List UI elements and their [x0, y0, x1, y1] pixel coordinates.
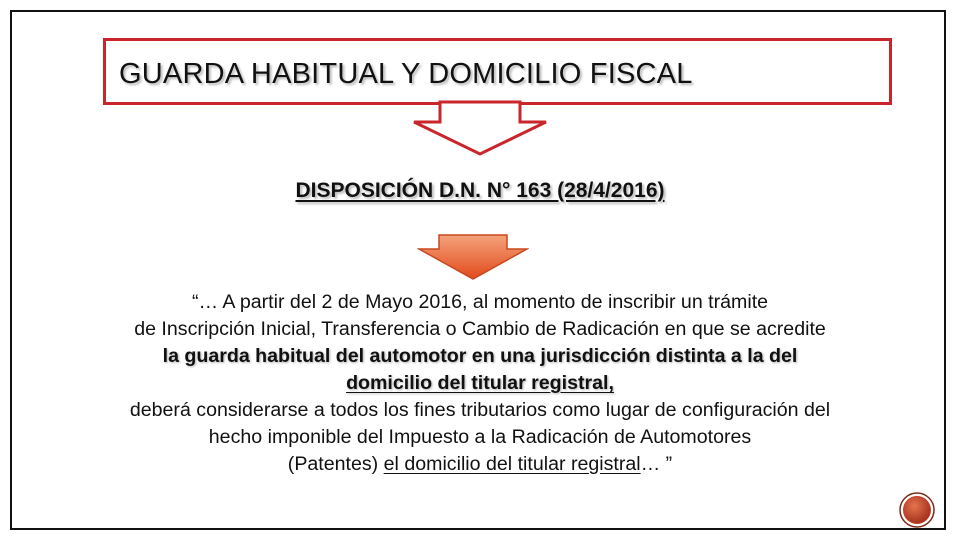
quote-line: “… A partir del 2 de Mayo 2016, al momento de inscribir un trámite [191, 291, 769, 313]
down-arrow-filled-icon [417, 233, 529, 281]
quote-line: de Inscripción Inicial, Transferencia o Cambio de Radicación en que se acredite [134, 318, 826, 340]
quote-bold-text: la guarda habitual del automotor en una jurisdicción distinta a la del [162, 345, 798, 367]
quote-block [30, 289, 930, 478]
disposition-heading: DISPOSICIÓN D.N. N° 163 (28/4/2016) [295, 179, 665, 202]
slide-badge-icon [898, 491, 936, 529]
quote-text-end: … ” [640, 453, 673, 475]
quote-line-bold [30, 343, 930, 370]
down-arrow-outline-icon [412, 100, 548, 156]
quote-bold-underlined-text: domicilio del titular registral, [346, 372, 614, 394]
quote-text: (Patentes) [287, 453, 384, 475]
quote-line: hecho imponible del Impuesto a la Radicación de Automotores [208, 426, 752, 448]
slide-title: GUARDA HABITUAL Y DOMICILIO FISCAL [119, 58, 693, 90]
quote-line-last [30, 451, 930, 478]
quote-line-bold [30, 370, 930, 397]
quote-underlined-text: el domicilio del titular registral [383, 453, 641, 475]
quote-line: deberá considerarse a todos los fines tributarios como lugar de configuración del [129, 399, 831, 421]
